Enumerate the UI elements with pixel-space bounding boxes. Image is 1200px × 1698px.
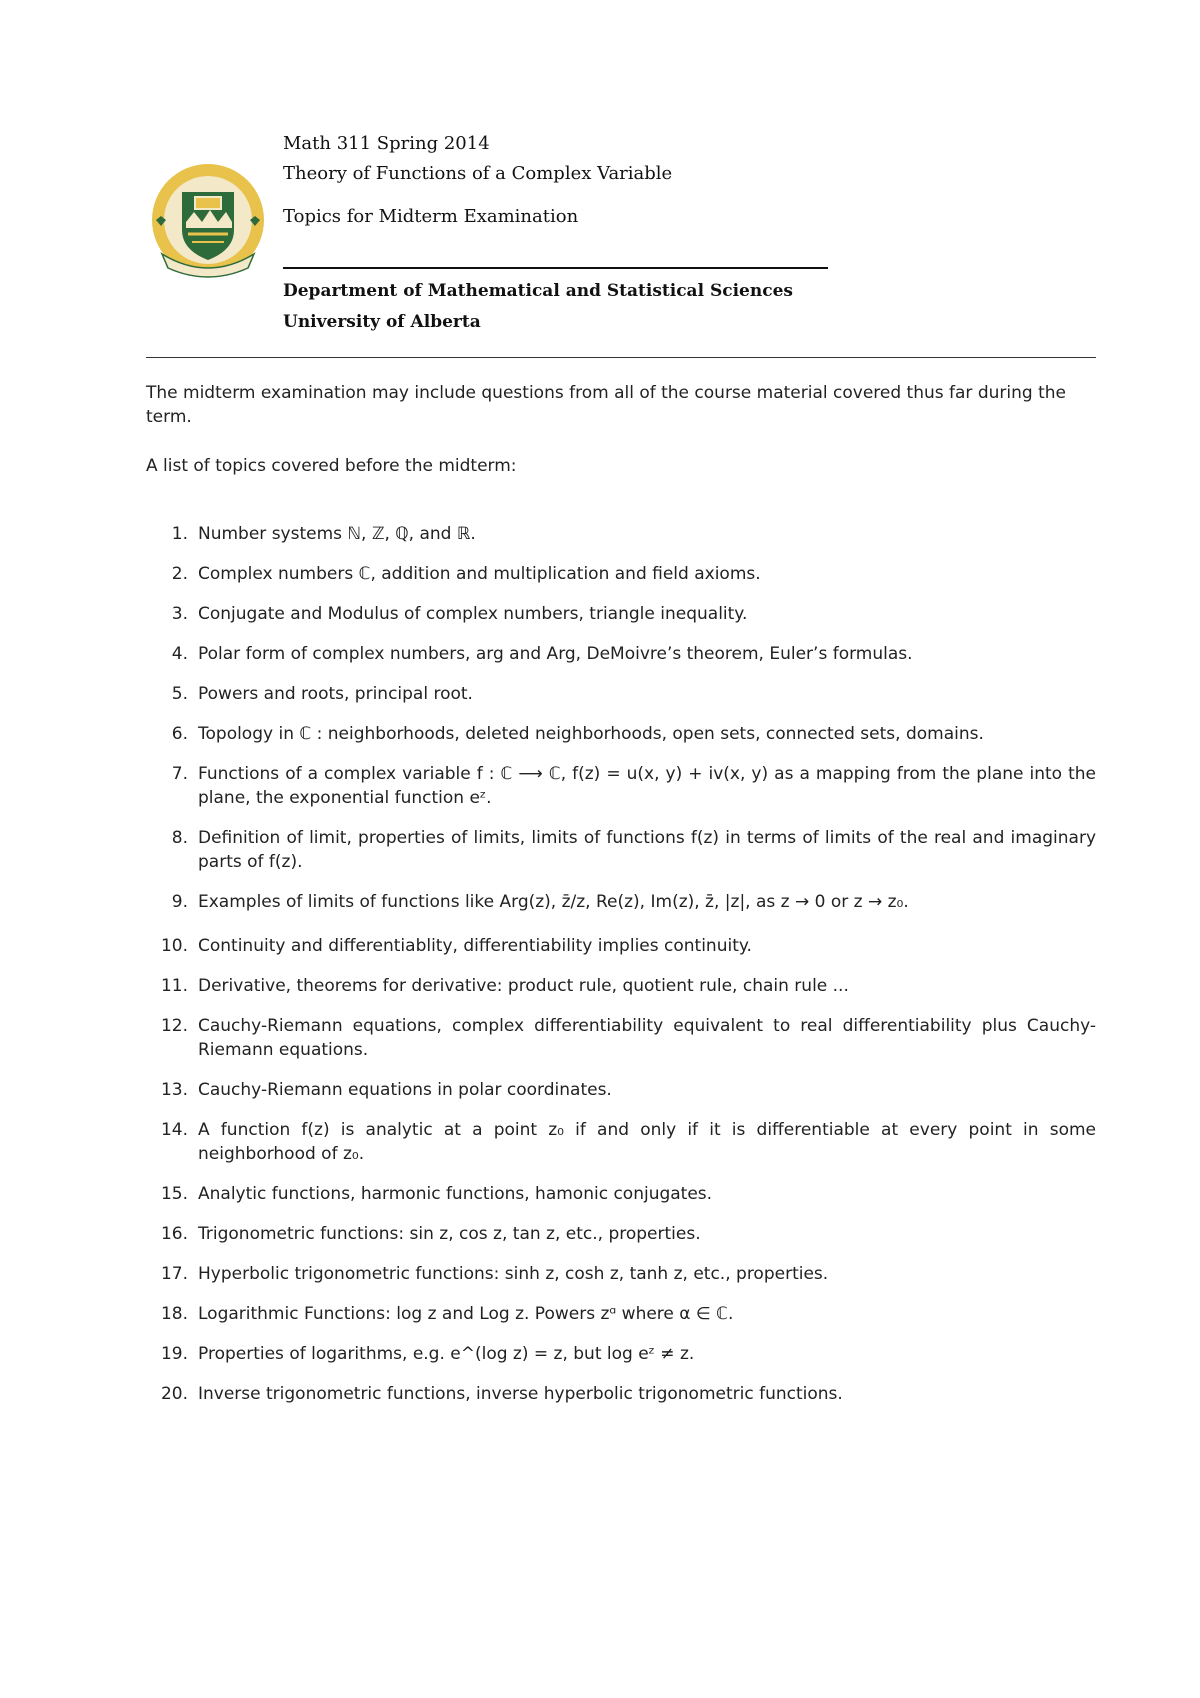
course-code: Math 311 Spring 2014 [283, 133, 490, 154]
list-item: 14. A function f(z) is analytic at a point z₀ if and only if it is differentiable at every point in some neighborhood of z₀. [160, 1120, 1096, 1164]
list-item: 8. Definition of limit, properties of limits, limits of functions f(z) in terms of limits of the real and imaginary parts of f(z). [171, 828, 1096, 872]
intro-paragraph: The midterm examination may include questions from all of the course material covered thus far during the term. [146, 383, 1066, 427]
list-item: 10. Continuity and differentiablity, differentiability implies continuity. [160, 936, 752, 956]
list-item: 12. Cauchy-Riemann equations, complex differentiability equivalent to real differentiability plus Cauchy-Riemann equations. [160, 1016, 1096, 1060]
list-item: 13. Cauchy-Riemann equations in polar coordinates. [160, 1080, 612, 1100]
university-name: University of Alberta [283, 312, 481, 332]
list-item: 1. Number systems ℕ, ℤ, ℚ, and ℝ. [171, 524, 476, 544]
list-item: 19. Properties of logarithms, e.g. e^(log z) = z, but log eᶻ ≠ z. [160, 1344, 695, 1364]
list-item: 17. Hyperbolic trigonometric functions: sinh z, cosh z, tanh z, etc., properties. [160, 1264, 829, 1284]
list-item: 2. Complex numbers ℂ, addition and multiplication and field axioms. [171, 564, 761, 584]
list-item: 18. Logarithmic Functions: log z and Log z. Powers zᵅ where α ∈ ℂ. [160, 1304, 734, 1324]
department-name: Department of Mathematical and Statistical Sciences [283, 281, 793, 301]
list-item: 5. Powers and roots, principal root. [171, 684, 473, 704]
list-item: 9. Examples of limits of functions like Arg(z), z̄/z, Re(z), Im(z), z̄, |z|, as z → 0 or z → z₀. [171, 892, 909, 912]
list-item: 16. Trigonometric functions: sin z, cos z, tan z, etc., properties. [160, 1224, 701, 1244]
list-item: 3. Conjugate and Modulus of complex numbers, triangle inequality. [171, 604, 748, 624]
list-lead-text: A list of topics covered before the midterm: [146, 456, 517, 476]
university-of-alberta-crest-logo [148, 162, 268, 286]
document-subtitle: Topics for Midterm Examination [283, 206, 579, 227]
list-item: 6. Topology in ℂ : neighborhoods, deleted neighborhoods, open sets, connected sets, domains. [171, 724, 984, 744]
course-title: Theory of Functions of a Complex Variable [283, 163, 673, 184]
list-item: 4. Polar form of complex numbers, arg and Arg, DeMoivre’s theorem, Euler’s formulas. [171, 644, 913, 664]
list-item: 15. Analytic functions, harmonic functions, hamonic conjugates. [160, 1184, 713, 1204]
header-divider [283, 267, 828, 269]
list-item: 11. Derivative, theorems for derivative: product rule, quotient rule, chain rule ... [160, 976, 849, 996]
list-item: 7. Functions of a complex variable f : ℂ ⟶ ℂ, f(z) = u(x, y) + iv(x, y) as a mapping from the plane into the plane, the exponential function eᶻ. [171, 764, 1096, 808]
topics-list [146, 522, 1096, 1422]
list-item: 20. Inverse trigonometric functions, inverse hyperbolic trigonometric functions. [160, 1384, 843, 1404]
page-divider [146, 357, 1096, 358]
